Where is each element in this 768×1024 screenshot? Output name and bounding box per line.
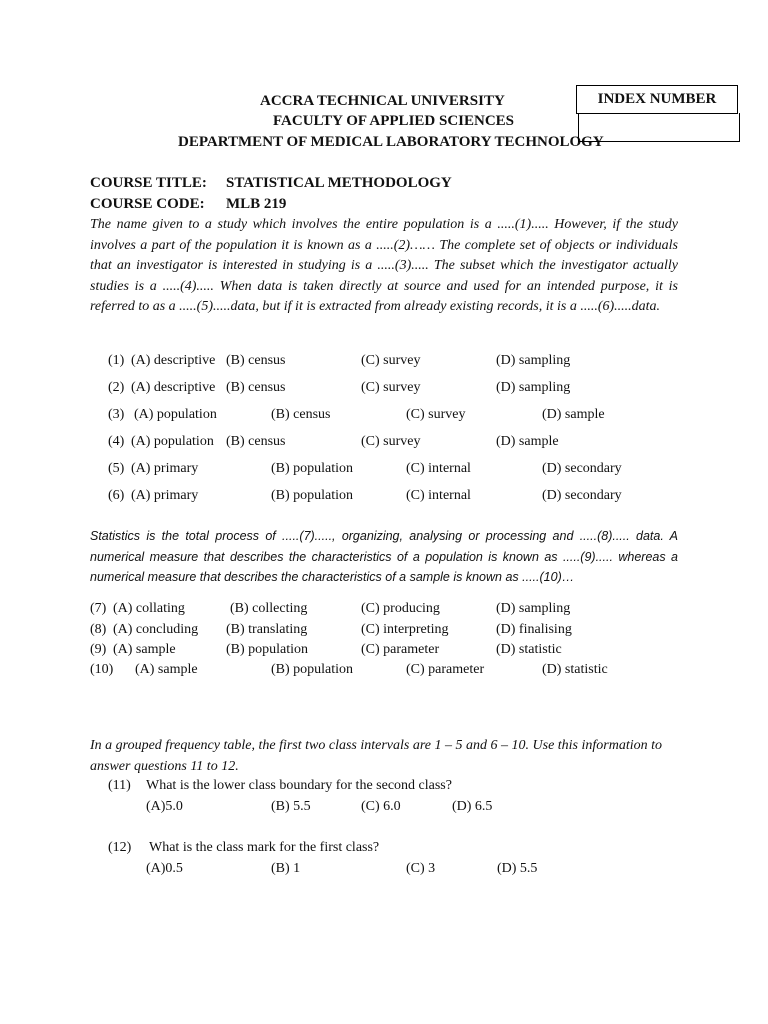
option-a[interactable]: (A) descriptive (131, 353, 216, 368)
option-d[interactable]: (D) sampling (496, 601, 571, 616)
section1-paragraph: The name given to a study which involves the entire population is a .....(1)..... However, if the study involves a part of the population it is known as a .....(2)…… The complete set of objects or individuals that an investigator is interested in studying is a .....(3)..... The subset which the investigator actually studies is a .....(4)..... When data is taken directly at source and used for an intended purpose, it is referred to as a .....(5).....data, but if it is extracted from already existing records, it is a .....(6).....data. (90, 217, 678, 314)
question-number: (5) (108, 461, 125, 476)
option-d[interactable]: (D) sampling (496, 353, 571, 368)
option-c[interactable]: (C) interpreting (361, 622, 449, 637)
option-c[interactable]: (C) parameter (406, 662, 485, 677)
question-number: (10) (90, 662, 114, 677)
question-number: (9) (90, 642, 107, 657)
university-name: ACCRA TECHNICAL UNIVERSITY (260, 93, 505, 109)
question-text: What is the class mark for the first class? (149, 840, 380, 855)
option-b[interactable]: (B) 5.5 (271, 799, 311, 814)
question-number: (3) (108, 407, 125, 422)
question-number: (6) (108, 488, 125, 503)
option-a[interactable]: (A)0.5 (146, 861, 183, 876)
department-name: DEPARTMENT OF MEDICAL LABORATORY TECHNOLOGY (178, 134, 604, 150)
option-b[interactable]: (B) census (226, 434, 286, 449)
option-c[interactable]: (C) 3 (406, 861, 436, 876)
question-number: (7) (90, 601, 107, 616)
option-b[interactable]: (B) census (226, 353, 286, 368)
option-c[interactable]: (C) survey (361, 353, 421, 368)
question-number: (12) (108, 840, 132, 855)
index-number-box (576, 85, 738, 142)
option-d[interactable]: (D) sampling (496, 380, 571, 395)
section2-paragraph: Statistics is the total process of .....(7)....., organizing, analysing or processing and .....(8)..... data. A numerical measure that describes the characteristics of a population is known as .....(9)..... whereas a numerical measure that describes the characteristics of a sample is known as .....(10)… (90, 529, 678, 584)
option-d[interactable]: (D) statistic (496, 642, 562, 657)
option-b[interactable]: (B) population (271, 461, 354, 476)
option-d[interactable]: (D) statistic (542, 662, 608, 677)
option-b[interactable]: (B) census (271, 407, 331, 422)
option-b[interactable]: (B) population (271, 488, 354, 503)
course-code-label: COURSE CODE: (90, 196, 205, 212)
option-c[interactable]: (C) producing (361, 601, 440, 616)
option-a[interactable]: (A) sample (113, 642, 176, 657)
option-c[interactable]: (C) internal (406, 488, 471, 503)
option-b[interactable]: (B) translating (226, 622, 308, 637)
option-b[interactable]: (B) population (226, 642, 309, 657)
option-c[interactable]: (C) survey (361, 380, 421, 395)
option-a[interactable]: (A) population (131, 434, 214, 449)
course-title-label: COURSE TITLE: (90, 175, 207, 191)
option-c[interactable]: (C) internal (406, 461, 471, 476)
course-code-value: MLB 219 (226, 196, 287, 212)
option-b[interactable]: (B) census (226, 380, 286, 395)
option-a[interactable]: (A) primary (131, 461, 199, 476)
option-a[interactable]: (A) concluding (113, 622, 199, 637)
index-number-field[interactable] (578, 113, 740, 142)
option-b[interactable]: (B) collecting (230, 601, 308, 616)
question-number: (2) (108, 380, 125, 395)
question-number: (8) (90, 622, 107, 637)
option-a[interactable]: (A)5.0 (146, 799, 183, 814)
option-a[interactable]: (A) primary (131, 488, 199, 503)
option-a[interactable]: (A) descriptive (131, 380, 216, 395)
option-d[interactable]: (D) 5.5 (497, 861, 538, 876)
option-d[interactable]: (D) sample (496, 434, 559, 449)
option-b[interactable]: (B) population (271, 662, 354, 677)
option-c[interactable]: (C) survey (361, 434, 421, 449)
option-d[interactable]: (D) secondary (542, 461, 622, 476)
faculty-name: FACULTY OF APPLIED SCIENCES (273, 113, 515, 129)
option-a[interactable]: (A) sample (135, 662, 198, 677)
option-d[interactable]: (D) finalising (496, 622, 572, 637)
option-c[interactable]: (C) survey (406, 407, 466, 422)
question-text: What is the lower class boundary for the second class? (146, 778, 452, 793)
option-b[interactable]: (B) 1 (271, 861, 301, 876)
option-a[interactable]: (A) population (134, 407, 217, 422)
option-c[interactable]: (C) parameter (361, 642, 440, 657)
option-c[interactable]: (C) 6.0 (361, 799, 401, 814)
section3-intro: In a grouped frequency table, the first two class intervals are 1 – 5 and 6 – 10. Use this information to answer questions 11 to 12. (90, 738, 663, 774)
option-d[interactable]: (D) secondary (542, 488, 622, 503)
question-number: (4) (108, 434, 125, 449)
option-d[interactable]: (D) 6.5 (452, 799, 493, 814)
option-d[interactable]: (D) sample (542, 407, 605, 422)
course-title-value: STATISTICAL METHODOLOGY (226, 175, 452, 191)
option-a[interactable]: (A) collating (113, 601, 185, 616)
question-number: (1) (108, 353, 125, 368)
index-number-label: INDEX NUMBER (576, 85, 738, 114)
question-number: (11) (108, 778, 131, 793)
